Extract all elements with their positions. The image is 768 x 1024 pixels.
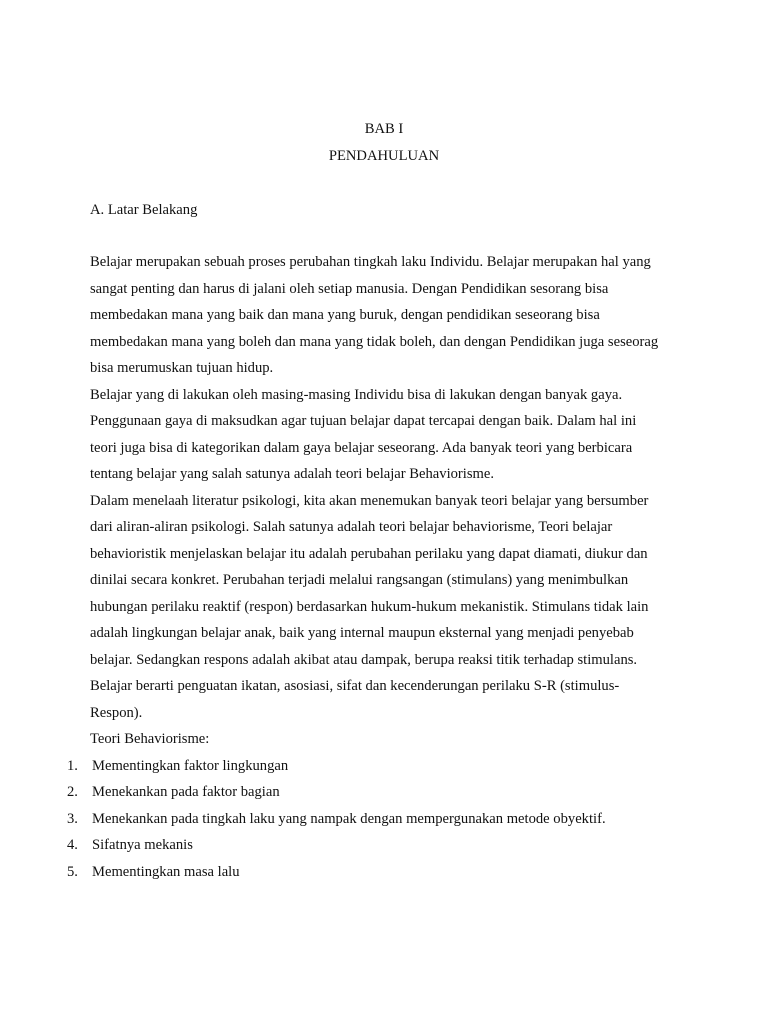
- paragraph-line: Dalam menelaah literatur psikologi, kita akan menemukan banyak teori belajar yang bersumber: [90, 493, 649, 509]
- paragraph-line: belajar. Sedangkan respons adalah akibat atau dampak, berupa reaksi titik terhadap stimulans.: [90, 652, 638, 668]
- paragraph-line: Belajar merupakan sebuah proses perubahan tingkah laku Individu. Belajar merupakan hal yang: [90, 254, 651, 270]
- paragraph-line: bisa merumuskan tujuan hidup.: [90, 360, 274, 376]
- list-item-number: 5.: [67, 864, 78, 880]
- list-item-number: 4.: [67, 837, 78, 853]
- section-heading: A. Latar Belakang: [90, 202, 198, 218]
- paragraph-line: tentang belajar yang salah satunya adalah teori belajar Behaviorisme.: [90, 466, 495, 482]
- paragraph-line: Penggunaan gaya di maksudkan agar tujuan belajar dapat tercapai dengan baik. Dalam hal ini: [90, 413, 637, 429]
- paragraph-line: Belajar berarti penguatan ikatan, asosiasi, sifat dan kecenderungan perilaku S-R (stimulus-: [90, 678, 620, 694]
- paragraph-line: hubungan perilaku reaktif (respon) berdasarkan hukum-hukum mekanistik. Stimulans tidak lain: [90, 599, 649, 615]
- paragraph-line: membedakan mana yang boleh dan mana yang tidak boleh, dan dengan Pendidikan juga seseorag: [90, 334, 659, 350]
- paragraph-line: Teori Behaviorisme:: [90, 731, 210, 747]
- paragraph-line: adalah lingkungan belajar anak, baik yang internal maupun eksternal yang menjadi penyebab: [90, 625, 634, 641]
- paragraph-line: behavioristik menjelaskan belajar itu adalah perubahan perilaku yang dapat diamati, diukur dan: [90, 546, 648, 562]
- list-item: Menekankan pada tingkah laku yang nampak dengan mempergunakan metode obyektif.: [92, 811, 606, 827]
- list-item-number: 1.: [67, 758, 78, 774]
- chapter-title: PENDAHULUAN: [328, 148, 440, 164]
- paragraph-line: dinilai secara konkret. Perubahan terjadi melalui rangsangan (stimulans) yang menimbulkan: [90, 572, 629, 588]
- paragraph-line: dari aliran-aliran psikologi. Salah satunya adalah teori belajar behaviorisme, Teori belajar: [90, 519, 613, 535]
- paragraph-line: sangat penting dan harus di jalani oleh setiap manusia. Dengan Pendidikan sesorang bisa: [90, 281, 609, 297]
- chapter-number: BAB I: [364, 121, 404, 137]
- list-item: Sifatnya mekanis: [92, 837, 193, 853]
- list-item: Menekankan pada faktor bagian: [92, 784, 280, 800]
- paragraph-line: membedakan mana yang baik dan mana yang buruk, dengan pendidikan seseorang bisa: [90, 307, 600, 323]
- list-item-number: 3.: [67, 811, 78, 827]
- list-item-number: 2.: [67, 784, 78, 800]
- paragraph-line: Belajar yang di lakukan oleh masing-masing Individu bisa di lakukan dengan banyak gaya.: [90, 387, 623, 403]
- paragraph-line: Respon).: [90, 705, 143, 721]
- list-item: Mementingkan faktor lingkungan: [92, 758, 289, 774]
- paragraph-line: teori juga bisa di kategorikan dalam gaya belajar seseorang. Ada banyak teori yang berbicara: [90, 440, 633, 456]
- list-item: Mementingkan masa lalu: [92, 864, 240, 880]
